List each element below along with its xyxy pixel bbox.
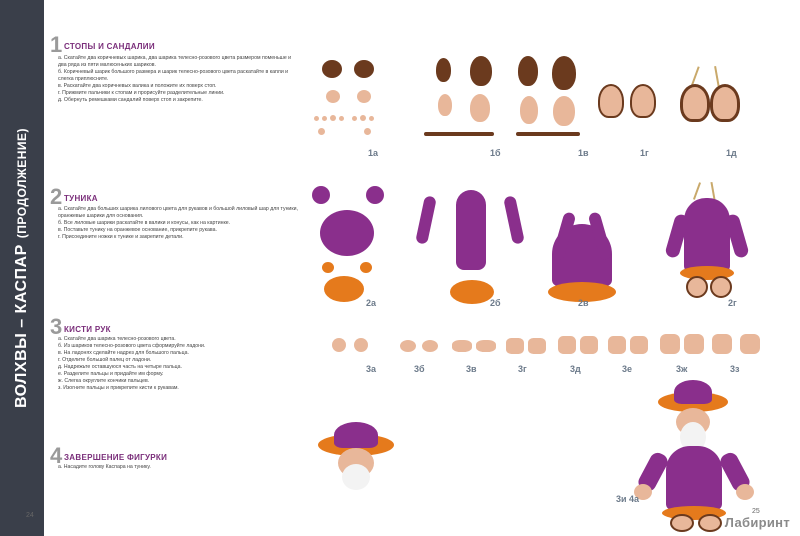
caspar-head-illustration (316, 420, 396, 492)
step-3h-label: 3з (730, 364, 740, 374)
section-2-number: 2 (50, 184, 63, 209)
step-2a-label: 2а (366, 298, 377, 308)
step-3f-label: 3е (622, 364, 633, 374)
section-4-number: 4 (50, 443, 63, 468)
step-3b-label: 3б (414, 364, 425, 374)
step-3a-label: 3а (366, 364, 377, 374)
step-1e-label: 1д (726, 148, 737, 158)
section-2-steps: а. Скатайте два больших шарика лилового цвета для рукавов и большой лиловый шар для туники, оранжевые шарики для основания. б. Все лиловые шарики раскатайте в валики и конусы, как на картинке. в. Поставьте тунику на оранжевое основание, прикрепите рукава. г. Присоедините ножки к тунике и закрепите детали. (58, 206, 298, 240)
page-number-left: 24 (26, 512, 34, 519)
step-1d-label: 1г (640, 148, 649, 158)
section-1-title: СТОПЫ И САНДАЛИИ (64, 42, 155, 51)
page-number-right: 25 (752, 508, 760, 515)
step-3g-label: 3ж (676, 364, 688, 374)
labirint-watermark: Лабиринт (724, 515, 790, 530)
step-2d-label: 2г (728, 298, 737, 308)
section-1-number: 1 (50, 32, 63, 57)
spine-title: ВОЛХВЫ – КАСПАР(ПРОДОЛЖЕНИЕ) (13, 127, 30, 409)
step-3c-label: 3в (466, 364, 477, 374)
book-spine (0, 0, 44, 536)
step-1a-label: 1а (368, 148, 379, 158)
caspar-final-figure (630, 380, 760, 530)
step-2c-label: 2в (578, 298, 589, 308)
step-3d-label: 3г (518, 364, 527, 374)
step-1c-label: 1в (578, 148, 589, 158)
section-4-steps: а. Насадите голову Каспара на тунику. (58, 464, 151, 470)
section-3-number: 3 (50, 314, 63, 339)
step-3i-4a-label: 3и 4а (616, 494, 640, 504)
step-2b-label: 2б (490, 298, 501, 308)
step-1b-label: 1б (490, 148, 501, 158)
section-3-title: КИСТИ РУК (64, 325, 111, 334)
section-4-title: ЗАВЕРШЕНИЕ ФИГУРКИ (64, 453, 168, 462)
section-3-steps: а. Скатайте два шарика телесно-розового цвета. б. Из шариков телесно-розового цвета сформируйте ладони. в. На ладонях сделайте надрез для большого пальца. г. Отделите большой палец от ладони. д. Надрежьте оставшуюся часть на четыре пальца. е. Разделите пальцы и придайте им форму. ж. Слегка округлите кончики пальцев. з. Изогните пальцы и прикрепите кисти к рукавам. (58, 336, 206, 391)
section-1-steps: а. Скатайте два коричневых шарика, два шарика телесно-розового цвета размером поменьше и два ряда из пяти малюсеньких шариков. б. Коричневый шарик большого размера и шарик телесно-розового цвета раскатайте в капли и слегка приплюсните. в. Раскатайте два коричневых валика и положите их поверх стоп. г. Прижмите пальчики к стопам и прорисуйте разделительные линии. д. Обернуть ремешками сандалий поверх стоп и закрепите. (58, 55, 292, 103)
step-3e-label: 3д (570, 364, 581, 374)
section-2-title: ТУНИКА (64, 194, 98, 203)
